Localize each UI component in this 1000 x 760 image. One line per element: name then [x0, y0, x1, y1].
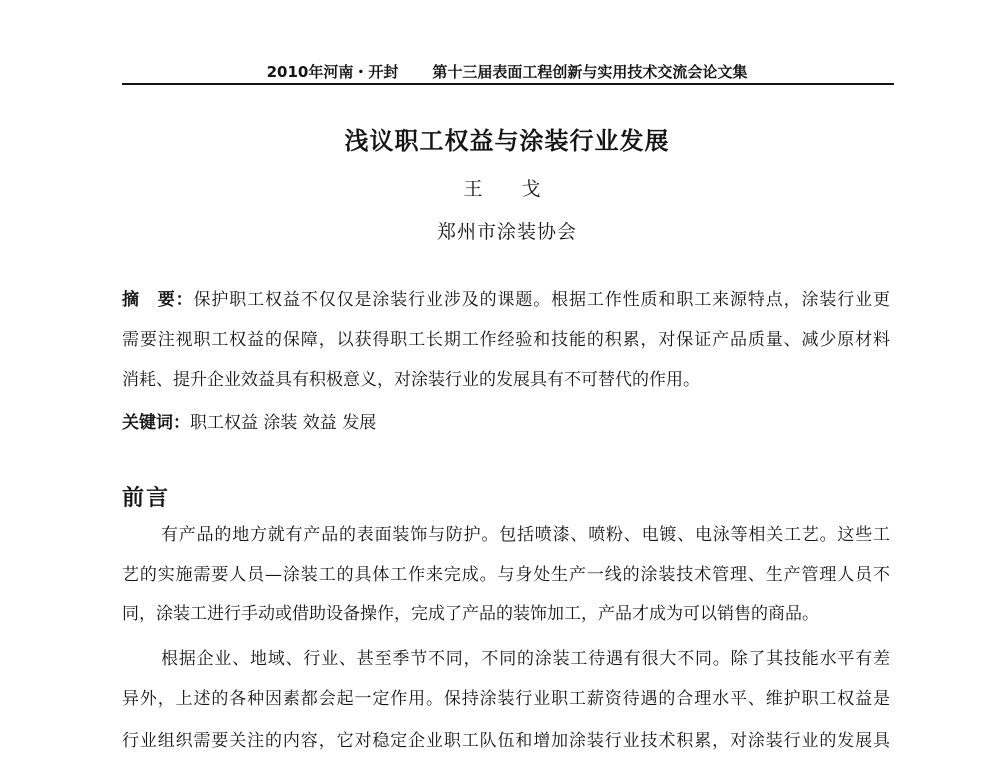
author-name: 王 戈 — [463, 178, 551, 200]
running-header — [0, 61, 1000, 83]
keywords-text: 职工权益 涂装 效益 发展 — [190, 413, 377, 433]
running-header-venue: 2010年河南・开封 — [266, 63, 399, 81]
abstract-line: 消耗、提升企业效益具有积极意义，对涂装行业的发展具有不可替代的作用。 — [122, 370, 700, 390]
abstract-line — [122, 288, 890, 312]
section-heading: 前言 — [122, 485, 171, 511]
keywords — [122, 411, 890, 435]
header-rule — [122, 83, 894, 85]
paragraph-line: 异外，上述的各种因素都会起一定作用。保持涂装行业职工薪资待遇的合理水平、维护职工权益是 — [122, 689, 890, 709]
abstract-text: 保护职工权益不仅仅是涂装行业涉及的课题。根据工作性质和职工来源特点，涂装行业更 — [193, 290, 890, 310]
abstract-label: 摘 要： — [122, 290, 194, 310]
paragraph-line: 行业组织需要关注的内容，它对稳定企业职工队伍和增加涂装行业技术积累，对涂装行业的发展具 — [122, 731, 890, 751]
paragraph-line: 同，涂装工进行手动或借助设备操作，完成了产品的装饰加工，产品才成为可以销售的商品。 — [122, 604, 819, 624]
paragraph-line: 有产品的地方就有产品的表面装饰与防护。包括喷漆、喷粉、电镀、电泳等相关工艺。这些工 — [161, 525, 890, 545]
keywords-label: 关键词： — [122, 413, 190, 433]
paragraph-line: 艺的实施需要人员—涂装工的具体工作来完成。与身处生产一线的涂装技术管理、生产管理人员不 — [122, 565, 890, 585]
running-header-proceedings: 第十三届表面工程创新与实用技术交流会论文集 — [432, 63, 748, 81]
abstract-line: 需要注视职工权益的保障，以获得职工长期工作经验和技能的积累，对保证产品质量、减少原材料 — [122, 330, 890, 350]
paragraph-line: 根据企业、地域、行业、甚至季节不同，不同的涂装工待遇有很大不同。除了其技能水平有差 — [161, 649, 890, 669]
paper-title: 浅议职工权益与涂装行业发展 — [344, 126, 670, 155]
author-affiliation: 郑州市涂装协会 — [436, 221, 577, 243]
